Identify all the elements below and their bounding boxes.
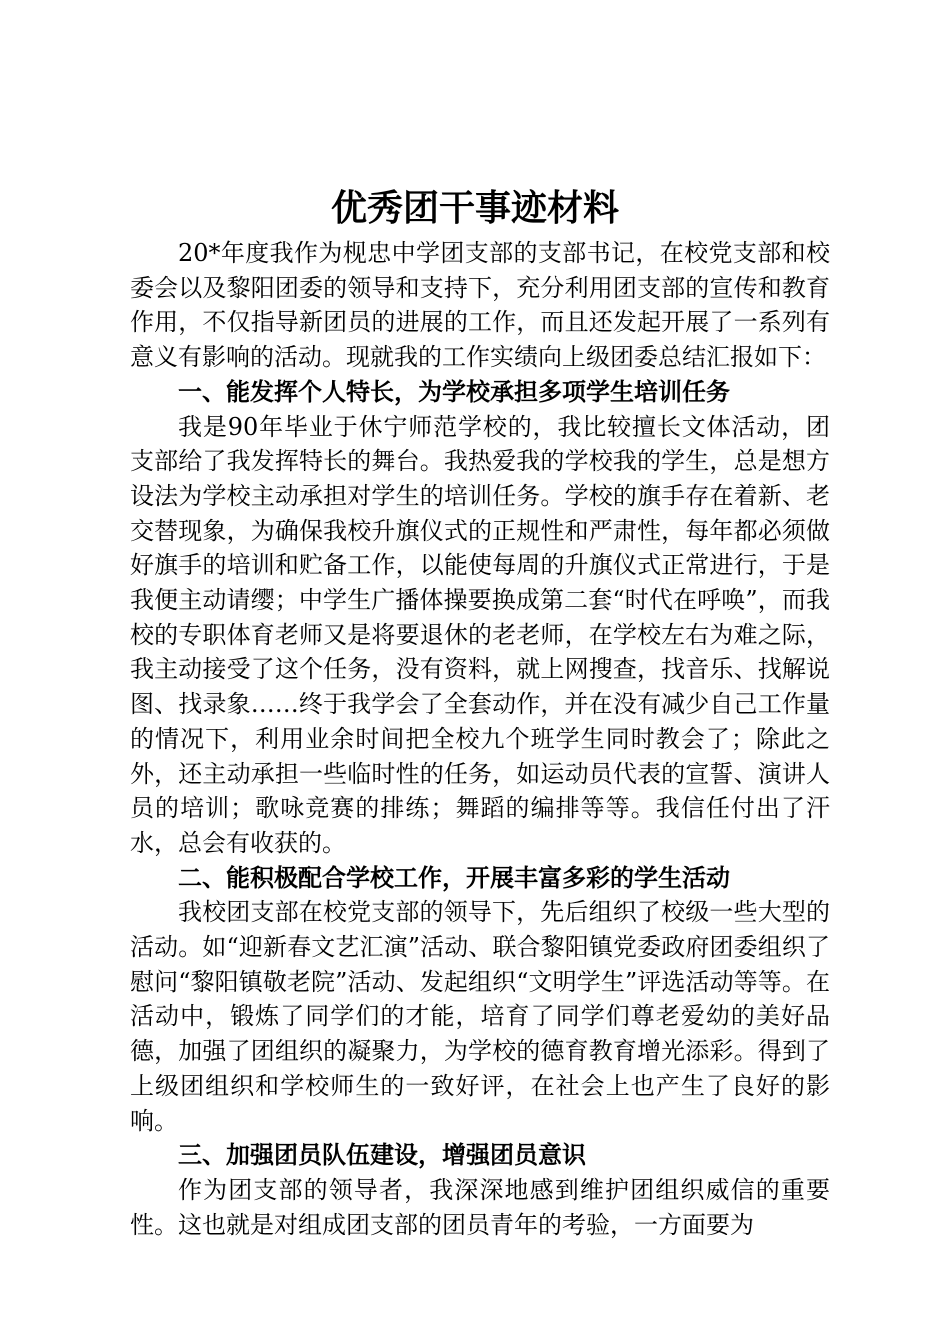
document-body: [130, 236, 830, 1242]
section-heading-2: 二、能积极配合学校工作，开展丰富多彩的学生活动: [178, 863, 730, 892]
section-paragraph-1: 我是90年毕业于休宁师范学校的，我比较擅长文体活动，团支部给了我发挥特长的舞台。我热爱我的学校我的学生，总是想方设法为学校主动承担对学生的培训任务。学校的旗手存在着新、老交替现象，为确保我校升旗仪式的正规性和严肃性，每年都必须做好旗手的培训和贮备工作，以能使每周的升旗仪式正常进行，于是我便主动请缨；中学生广播体操要换成第二套“时代在呼唤”，而我校的专职体育老师又是将要退休的老老师，在学校左右为难之际，我主动接受了这个任务，没有资料，就上网搜查，找音乐、找解说图、找录象……终于我学会了全套动作，并在没有减少自己工作量的情况下，利用业余时间把全校九个班学生同时教会了；除此之外，还主动承担一些临时性的任务，如运动员代表的宣誓、演讲人员的培训；歌咏竞赛的排练；舞蹈的编排等等。我信任付出了汗水，总会有收获的。: [130, 412, 830, 857]
document-title: 优秀团干事迹材料: [330, 187, 619, 229]
section-heading-1: 一、能发挥个人特长，为学校承担多项学生培训任务: [178, 377, 730, 406]
intro-paragraph: 20*年度我作为枧忠中学团支部的支部书记，在校党支部和校委会以及黎阳团委的领导和支持下，充分利用团支部的宣传和教育作用，不仅指导新团员的进展的工作，而且还发起开展了一系列有意义有影响的活动。现就我的工作实绩向上级团委总结汇报如下：: [130, 239, 830, 372]
section-heading-3: 三、加强团员队伍建设，增强团员意识: [178, 1141, 586, 1170]
section-paragraph-2: 我校团支部在校党支部的领导下，先后组织了校级一些大型的活动。如“迎新春文艺汇演”活动、联合黎阳镇党委政府团委组织了慰问“黎阳镇敬老院”活动、发起组织“文明学生”评选活动等等。在活动中，锻炼了同学们的才能，培育了同学们尊老爱幼的美好品德，加强了团组织的凝聚力，为学校的德育教育增光添彩。得到了上级团组织和学校师生的一致好评，在社会上也产生了良好的影响。: [130, 898, 830, 1135]
section-paragraph-3: 作为团支部的领导者，我深深地感到维护团组织威信的重要性。这也就是对组成团支部的团员青年的考验，一方面要为: [130, 1175, 830, 1239]
